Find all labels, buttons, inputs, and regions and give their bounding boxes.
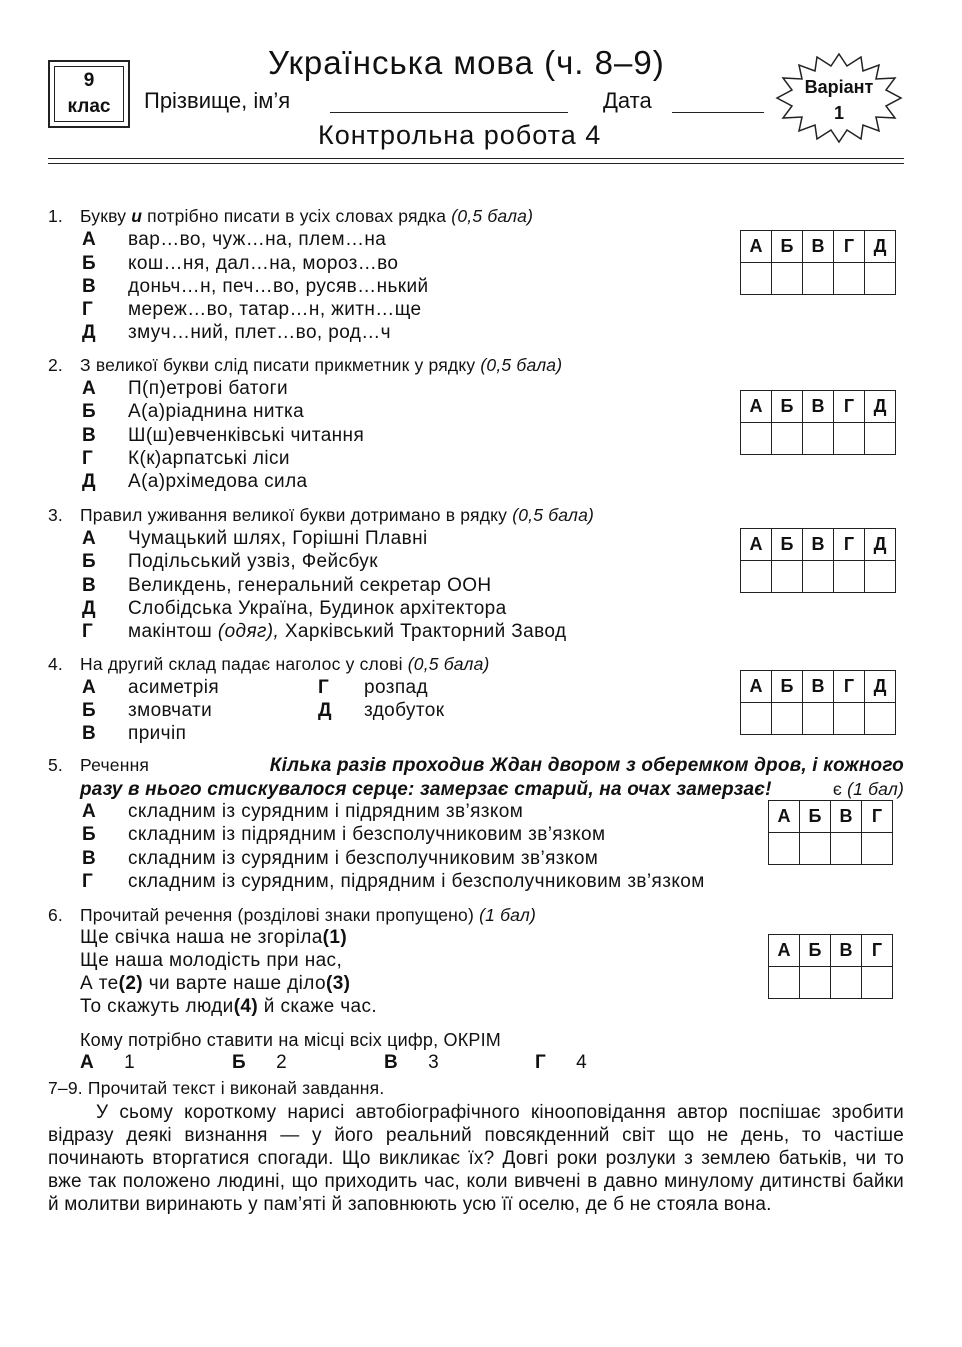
question-points: (0,5 бала) xyxy=(480,355,563,375)
option-text: здобуток xyxy=(364,700,445,721)
question-text: є xyxy=(832,779,848,799)
option-letter: А xyxy=(80,1052,95,1073)
option-text: 4 xyxy=(576,1052,588,1073)
option-d xyxy=(82,871,705,893)
question-line-1 xyxy=(48,755,904,777)
option-text: 3 xyxy=(428,1052,440,1073)
option-text: П(п)етрові батоги xyxy=(128,378,288,399)
variant-number: 1 xyxy=(833,103,844,123)
question-text: Правил уживання великої букви дотримано в рядку xyxy=(80,505,513,525)
option-text: змуч…ний, плет…во, род…ч xyxy=(128,322,391,343)
option-letter: В xyxy=(82,276,97,297)
option-letter: В xyxy=(82,575,97,596)
answer-cell[interactable] xyxy=(831,833,862,865)
answer-grid-q4 xyxy=(740,670,896,735)
question-3 xyxy=(48,505,594,526)
question-points: (1 бал) xyxy=(479,905,536,925)
answer-cell[interactable] xyxy=(803,423,834,455)
option-c xyxy=(82,723,186,745)
answer-header: В xyxy=(831,935,862,967)
question-5 xyxy=(48,755,904,801)
answer-header: А xyxy=(741,671,772,703)
answer-cell[interactable] xyxy=(769,967,800,999)
answer-cell[interactable] xyxy=(862,967,893,999)
option-text: доньч…н, печ…во, русяв…нький xyxy=(128,276,429,297)
answer-header: Д xyxy=(865,671,896,703)
question-points: (0,5 бала) xyxy=(451,206,534,226)
question-number: 3. xyxy=(48,505,63,525)
answer-cell[interactable] xyxy=(834,263,865,295)
option-text: Подільський узвіз, Фейсбук xyxy=(128,551,378,572)
option-text: складним із сурядним і підрядним зв’язком xyxy=(128,801,524,822)
option-letter: А xyxy=(82,801,97,822)
answer-header: Г xyxy=(834,231,865,263)
option-e xyxy=(82,322,391,344)
option-letter: А xyxy=(82,677,97,698)
question-sentence-line-2: разу в нього стискувалося серце: замерзає старий, на очах замерзає! xyxy=(80,779,772,800)
option-text: Великдень, генеральний секретар ООН xyxy=(128,575,492,596)
option-c xyxy=(82,425,364,447)
answer-cell[interactable] xyxy=(865,423,896,455)
answer-grid-q1 xyxy=(740,230,896,295)
question-line-1-left xyxy=(48,755,149,777)
option-d xyxy=(82,448,290,470)
option-b xyxy=(82,824,605,846)
option-letter: Г xyxy=(318,677,330,698)
date-label: Дата xyxy=(603,88,652,113)
question-points: (0,5 бала) xyxy=(407,654,490,674)
punctuation-mark-number: (4) xyxy=(233,996,259,1017)
answer-header: Б xyxy=(772,529,803,561)
answer-cell[interactable] xyxy=(803,263,834,295)
answer-header: Б xyxy=(772,391,803,423)
question-text: Букву xyxy=(80,206,132,226)
option-b xyxy=(232,1052,287,1074)
poem-text: То скажуть люди xyxy=(80,996,234,1017)
option-letter: Г xyxy=(82,621,94,642)
punctuation-mark-number: (3) xyxy=(325,973,351,994)
option-b xyxy=(82,700,212,722)
question-6 xyxy=(48,905,536,926)
option-d xyxy=(535,1052,587,1074)
poem-line xyxy=(80,973,350,995)
option-text-italic: (одяг), xyxy=(217,621,280,642)
poem-text: Ще свічка наша не згоріла xyxy=(80,927,323,948)
answer-header: А xyxy=(741,529,772,561)
punctuation-mark-number: (1) xyxy=(322,927,348,948)
question-line-2-right xyxy=(833,779,904,801)
answer-header: В xyxy=(831,801,862,833)
grade-box xyxy=(48,60,130,128)
question-number: 1. xyxy=(48,206,63,226)
option-letter: Д xyxy=(82,322,96,343)
option-text: мереж…во, татар…н, житн…ще xyxy=(128,299,422,320)
question-text: На другий склад падає наголос у слові xyxy=(80,654,408,674)
option-a xyxy=(82,528,428,550)
punctuation-mark-number: (2) xyxy=(118,973,144,994)
option-text: К(к)арпатські ліси xyxy=(128,448,290,469)
option-letter: Б xyxy=(82,824,97,845)
option-letter: Д xyxy=(82,471,96,492)
answer-cell[interactable] xyxy=(772,561,803,593)
option-text: Ш(ш)евченківські читання xyxy=(128,425,365,446)
option-text: 1 xyxy=(124,1052,136,1073)
option-a xyxy=(80,1052,135,1074)
header-divider xyxy=(48,158,904,159)
option-letter: Б xyxy=(82,551,97,572)
question-6-subquestion: Кому потрібно ставити на місці всіх цифр, ОКРІМ xyxy=(80,1030,501,1050)
answer-cell[interactable] xyxy=(862,833,893,865)
question-sentence-line-1: Кілька разів проходив Ждан двором з оберемком дров, і кожного xyxy=(269,755,904,776)
option-b xyxy=(82,551,378,573)
task-7-9-heading: 7–9. Прочитай текст і виконай завдання. xyxy=(48,1078,385,1098)
option-e xyxy=(318,700,444,722)
answer-header: Г xyxy=(834,391,865,423)
option-text: змовчати xyxy=(128,700,213,721)
option-e xyxy=(82,621,566,643)
answer-cell[interactable] xyxy=(769,833,800,865)
question-text: Прочитай речення (розділові знаки пропущено) xyxy=(80,905,480,925)
poem-line xyxy=(80,996,377,1018)
option-letter: А xyxy=(82,528,97,549)
option-letter: В xyxy=(82,425,97,446)
page-subtitle: Контрольна робота 4 xyxy=(318,120,602,150)
option-letter: Д xyxy=(82,598,96,619)
option-text: складним із підрядним і безсполучниковим зв’язком xyxy=(128,824,606,845)
question-bold-letter: и xyxy=(131,206,143,226)
variant-label: Варіант xyxy=(804,77,874,97)
poem-text: Ще наша молодість при нас, xyxy=(80,950,343,971)
poem-text: й скаже час. xyxy=(258,996,378,1017)
answer-cell[interactable] xyxy=(741,703,772,735)
answer-cell[interactable] xyxy=(800,967,831,999)
answer-header: А xyxy=(769,935,800,967)
option-text: кош…ня, дал…на, мороз…во xyxy=(128,253,399,274)
answer-header: Д xyxy=(865,391,896,423)
option-letter: Б xyxy=(82,253,97,274)
answer-header: Г xyxy=(834,529,865,561)
option-text: Слобідська Україна, Будинок архітектора xyxy=(128,598,507,619)
question-text: потрібно писати в усіх словах рядка xyxy=(142,206,452,226)
answer-cell[interactable] xyxy=(741,263,772,295)
answer-header: Б xyxy=(800,801,831,833)
answer-cell[interactable] xyxy=(865,703,896,735)
question-number: 2. xyxy=(48,355,63,375)
option-letter: Б xyxy=(82,401,97,422)
reading-passage: У сьому короткому нарисі автобіографічного кінооповідання автор поспішає зробити відразу деякі визнання — у його реальний повсякденний світ що не день, то частіше починають вторгатися спогади. Що викликає їх? Довгі роки розлуки з землею батьків, чи то вже так положено людині, що приходить час, коли вивчені в давно минулому дитинстві байки й молитви виринають у пам’яті й заповнюють усю її оселю, де б не стояла вона. xyxy=(48,1102,904,1215)
answer-cell[interactable] xyxy=(834,423,865,455)
option-letter: Д xyxy=(318,700,332,721)
question-number: 5. xyxy=(48,755,63,775)
option-text: макінтош xyxy=(128,621,218,642)
answer-grid-q3 xyxy=(740,528,896,593)
variant-label-block xyxy=(775,74,903,126)
date-field-line[interactable] xyxy=(672,112,764,113)
answer-cell[interactable] xyxy=(831,967,862,999)
option-letter: Г xyxy=(535,1052,547,1073)
option-letter: Г xyxy=(82,871,94,892)
answer-header: В xyxy=(803,231,834,263)
question-1 xyxy=(48,206,533,227)
grade-word: клас xyxy=(67,96,111,117)
option-d xyxy=(82,299,421,321)
question-text: З великої букви слід писати прикметник у рядку xyxy=(80,355,481,375)
option-text: розпад xyxy=(364,677,428,698)
option-c xyxy=(82,276,429,298)
option-text: вар…во, чуж…на, плем…на xyxy=(128,229,387,250)
answer-header: А xyxy=(769,801,800,833)
answer-cell[interactable] xyxy=(803,561,834,593)
poem-text: чи варте наше діло xyxy=(143,973,326,994)
option-d xyxy=(318,677,428,699)
option-text: складним із сурядним, підрядним і безсполучниковим зв’язком xyxy=(128,871,705,892)
option-a xyxy=(82,801,523,823)
answer-cell[interactable] xyxy=(865,263,896,295)
option-letter: В xyxy=(82,848,97,869)
answer-cell[interactable] xyxy=(834,703,865,735)
answer-cell[interactable] xyxy=(741,423,772,455)
answer-cell[interactable] xyxy=(741,561,772,593)
answer-header: Г xyxy=(862,801,893,833)
option-letter: А xyxy=(82,229,97,250)
answer-header: В xyxy=(803,391,834,423)
option-a xyxy=(82,677,219,699)
question-4 xyxy=(48,654,490,675)
question-line-2 xyxy=(48,779,904,801)
name-label: Прізвище, ім’я xyxy=(144,88,291,113)
header-divider-2 xyxy=(48,163,904,164)
page-title: Українська мова (ч. 8–9) xyxy=(268,44,665,81)
poem-text: А те xyxy=(80,973,119,994)
name-field-line[interactable] xyxy=(330,112,568,113)
option-text: Чумацький шлях, Горішні Плавні xyxy=(128,528,428,549)
option-text: 2 xyxy=(276,1052,288,1073)
option-c xyxy=(82,848,598,870)
answer-cell[interactable] xyxy=(772,703,803,735)
answer-grid-q2 xyxy=(740,390,896,455)
question-number: 6. xyxy=(48,905,63,925)
option-a xyxy=(82,378,288,400)
option-letter: Б xyxy=(82,700,97,721)
option-b xyxy=(82,401,304,423)
option-letter: В xyxy=(384,1052,399,1073)
question-points: (0,5 бала) xyxy=(512,505,595,525)
answer-header: Д xyxy=(865,231,896,263)
option-letter: Г xyxy=(82,448,94,469)
option-letter: Г xyxy=(82,299,94,320)
option-text: Харківський Тракторний Завод xyxy=(279,621,567,642)
option-c xyxy=(82,575,492,597)
option-letter: Б xyxy=(232,1052,247,1073)
answer-cell[interactable] xyxy=(865,561,896,593)
poem-line xyxy=(80,950,342,972)
option-text: асиметрія xyxy=(128,677,220,698)
answer-header: Г xyxy=(862,935,893,967)
answer-cell[interactable] xyxy=(772,423,803,455)
option-c xyxy=(384,1052,439,1074)
answer-cell[interactable] xyxy=(803,703,834,735)
answer-header: Б xyxy=(800,935,831,967)
poem-line xyxy=(80,927,347,949)
answer-cell[interactable] xyxy=(800,833,831,865)
option-text: А(а)ріаднина нитка xyxy=(128,401,305,422)
answer-header: Б xyxy=(772,231,803,263)
option-b xyxy=(82,253,398,275)
option-letter: В xyxy=(82,723,97,744)
option-letter: А xyxy=(82,378,97,399)
option-a xyxy=(82,229,386,251)
answer-header: А xyxy=(741,391,772,423)
option-text: А(а)рхімедова сила xyxy=(128,471,308,492)
answer-cell[interactable] xyxy=(772,263,803,295)
question-2 xyxy=(48,355,562,376)
question-text: Речення xyxy=(80,755,150,775)
answer-header: Г xyxy=(834,671,865,703)
answer-header: В xyxy=(803,671,834,703)
answer-header: А xyxy=(741,231,772,263)
question-number: 4. xyxy=(48,654,63,674)
answer-header: Б xyxy=(772,671,803,703)
answer-grid-q5 xyxy=(768,800,893,865)
answer-header: Д xyxy=(865,529,896,561)
option-e xyxy=(82,471,308,493)
question-points: (1 бал) xyxy=(847,779,904,799)
answer-grid-q6 xyxy=(768,934,893,999)
option-d xyxy=(82,598,507,620)
answer-header: В xyxy=(803,529,834,561)
answer-cell[interactable] xyxy=(834,561,865,593)
option-text: причіп xyxy=(128,723,187,744)
option-text: складним із сурядним і безсполучниковим зв’язком xyxy=(128,848,599,869)
grade-number: 9 xyxy=(83,70,95,91)
